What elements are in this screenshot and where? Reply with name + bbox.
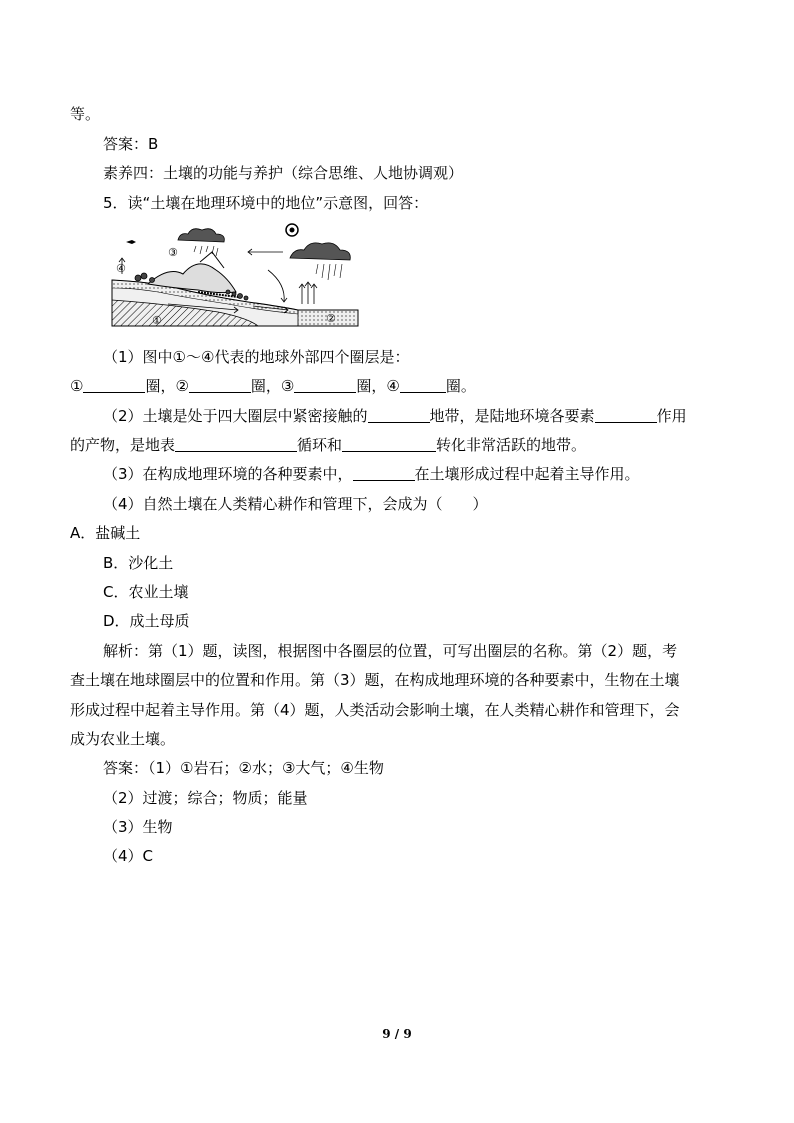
option-c[interactable]: C．农业土壤 [103,583,189,601]
answer-line: 答案：B [103,135,159,153]
q1-text: 圈，③ [250,377,295,395]
blank-field[interactable] [175,436,297,452]
explanation-line: 形成过程中起着主导作用。第（4）题，人类活动会影响土壤，在人类精心耕作和管理下，会 [70,701,680,719]
option-a[interactable]: A．盐碱土 [70,524,141,542]
blank-field[interactable] [342,436,436,452]
answer-line: （3）生物 [103,818,173,836]
blank-field[interactable] [353,465,415,481]
q2-text: 的产物，是地表 [70,436,176,454]
q1-text: 圈。 [445,377,476,395]
q4-line: （4）自然土壤在人类精心耕作和管理下，会成为（ ） [103,495,488,513]
label-2: ② [326,312,336,325]
q1-text: 圈，② [145,377,189,395]
blank-field[interactable] [83,377,145,393]
label-4: ④ [116,262,126,275]
section-heading: 素养四：土壤的功能与养护（综合思维、人地协调观） [103,164,464,182]
q1-title: （1）图中①～④代表的地球外部四个圈层是： [103,348,410,366]
blank-field[interactable] [368,407,430,423]
question-stem: 5．读“土壤在地理环境中的地位”示意图，回答： [103,194,429,212]
answer-line: （2）过渡；综合；物质；能量 [103,789,308,807]
q1-blanks-line [70,376,476,396]
blank-field[interactable] [294,377,356,393]
q1-text: ① [70,377,84,395]
explanation-line: 解析：第（1）题，读图，根据图中各圈层的位置，可写出圈层的名称。第（2）题，考 [103,642,678,660]
q3-text: （3）在构成地理环境的各种要素中， [103,465,353,483]
answer-line: （4）C [103,847,154,865]
blank-field[interactable] [189,377,251,393]
q2-text: 循环和 [297,436,343,454]
page-number: 9 / 9 [382,1027,412,1041]
q2-line2 [70,435,586,455]
soil-sphere-diagram [108,218,364,330]
blank-field[interactable] [595,407,657,423]
explanation-line: 查土壤在地球圈层中的位置和作用。第（3）题，在构成地理环境的各种要素中，生物在土壤 [70,671,680,689]
q3-line [103,464,640,484]
explanation-line: 成为农业土壤。 [70,730,176,748]
q2-text: （2）土壤是处于四大圈层中紧密接触的 [103,407,368,425]
label-1: ① [152,314,162,327]
label-3: ③ [168,246,178,259]
answer-line: 答案：（1）①岩石；②水；③大气；④生物 [103,759,384,777]
q2-text: 作用 [656,407,687,425]
text-line: 等。 [70,105,101,123]
q2-text: 转化非常活跃的地带。 [436,436,587,454]
option-b[interactable]: B．沙化土 [103,554,174,572]
q2-line1 [103,406,687,426]
blank-field[interactable] [400,377,446,393]
q1-text: 圈，④ [356,377,400,395]
q2-text: 地带，是陆地环境各要素 [429,407,595,425]
q3-text: 在土壤形成过程中起着主导作用。 [414,465,640,483]
option-d[interactable]: D．成土母质 [103,612,190,630]
